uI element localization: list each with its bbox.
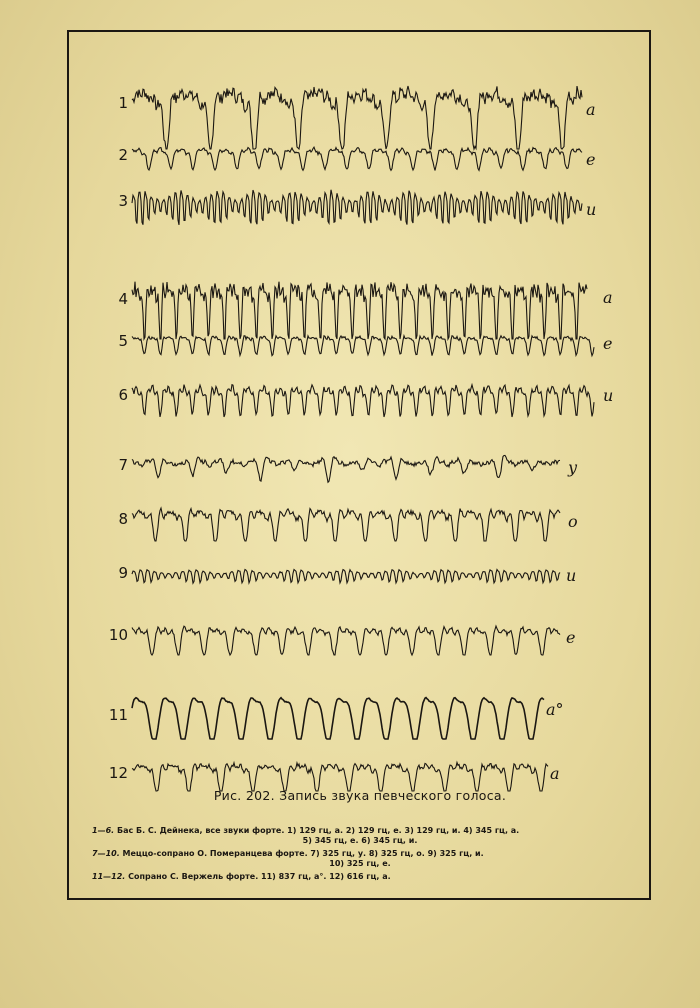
figure-caption-title: Рис. 202. Запись звука певческого голоса. [213,788,507,803]
caption-line [92,849,632,859]
record-number: 10 [108,626,128,644]
record-vowel: и [603,386,614,405]
record-vowel: о [568,512,578,531]
caption-line [92,872,632,882]
caption-line [70,859,650,869]
record-vowel: е [603,334,613,353]
waveform-6 [132,374,594,418]
caption-text: Сопрано С. Вержель форте. 11) 837 гц, а°. 12) 616 гц, а. [128,872,391,881]
record-vowel: и [586,200,597,219]
record-vowel: а° [546,700,564,719]
waveform-trace [132,763,548,792]
caption-text: 5) 345 гц, е. 6) 345 гц, и. [302,836,418,845]
caption-text: Меццо-сопрано О. Померанцева форте. 7) 325 гц, у. 8) 325 гц, о. 9) 325 гц, и. [122,849,484,858]
record-number: 8 [118,510,128,528]
record-number: 7 [118,456,128,474]
caption-line [70,836,650,846]
record-vowel: а [603,288,613,307]
record-vowel: е [586,150,596,169]
waveform-7 [132,444,560,484]
record-number: 5 [118,332,128,350]
waveform-11 [132,690,544,740]
waveform-trace [132,508,560,541]
waveform-trace [132,570,560,584]
waveform-3 [132,180,582,230]
record-number: 9 [118,564,128,582]
record-number: 2 [118,146,128,164]
record-number: 6 [118,386,128,404]
waveform-trace [132,385,594,417]
record-vowel: а [550,764,560,783]
waveform-trace [132,336,594,356]
record-vowel: у [568,458,578,477]
record-number: 1 [118,94,128,112]
record-vowel: а [586,100,596,119]
waveform-5 [132,326,594,358]
waveform-trace [132,190,582,225]
caption-line [92,826,632,836]
waveform-10 [132,616,560,656]
record-vowel: е [566,628,576,647]
waveform-trace [132,698,544,739]
caption-range: 7—10. [92,849,120,858]
record-number: 11 [108,706,128,724]
waveform-trace [132,626,560,655]
caption-range: 1—6. [92,826,115,835]
record-number: 4 [118,290,128,308]
record-number: 3 [118,192,128,210]
waveform-12 [132,752,548,792]
waveform-9 [132,564,560,586]
caption-range: 11—12. [92,872,126,881]
record-number: 12 [108,764,128,782]
waveform-8 [132,496,560,542]
caption-text: Бас Б. С. Дейнека, все звуки форте. 1) 129 гц, а. 2) 129 гц, е. 3) 129 гц, и. 4) 345 гц, а. [116,826,520,835]
waveform-trace [132,455,560,482]
waveform-trace [132,147,582,170]
record-vowel: и [566,566,577,585]
caption-text: 10) 325 гц, е. [329,859,391,868]
waveform-2 [132,135,582,175]
